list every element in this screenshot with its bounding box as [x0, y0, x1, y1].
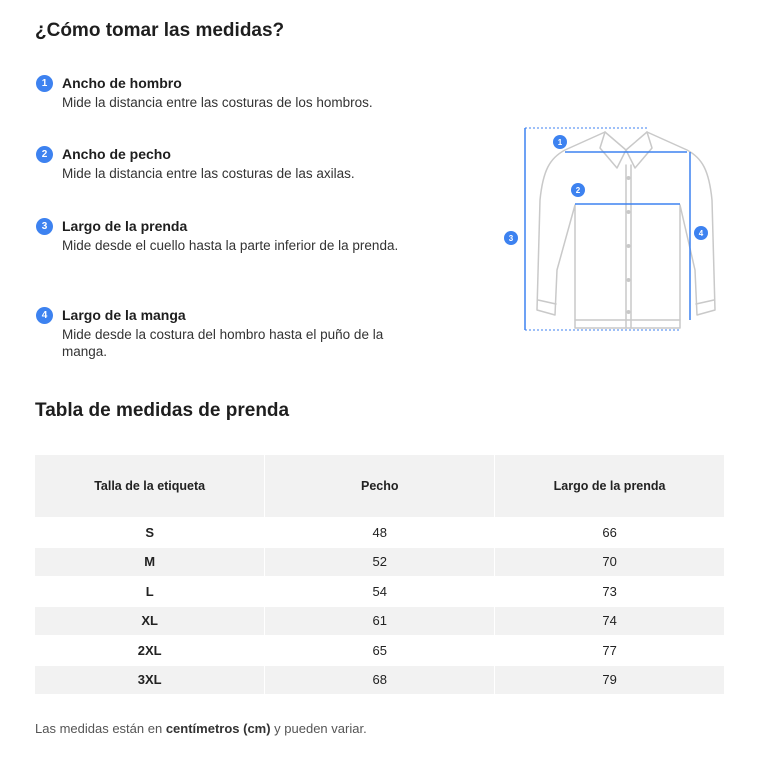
size-cell: 3XL: [35, 665, 265, 695]
step-number-badge: 3: [36, 218, 53, 235]
table-title: Tabla de medidas de prenda: [35, 400, 290, 421]
step-number-badge: 2: [36, 146, 53, 163]
note-text-end: y pueden variar.: [270, 721, 367, 736]
chest-cell: 52: [265, 547, 495, 577]
shirt-measurement-diagram: [495, 120, 725, 340]
step-description: Mide la distancia entre las costuras de las axilas.: [62, 166, 355, 181]
length-cell: 66: [495, 518, 725, 548]
step-description: Mide desde la costura del hombro hasta el puño de la manga.: [62, 327, 384, 359]
header-chest: Pecho: [265, 455, 495, 518]
step-number-badge: 4: [36, 307, 53, 324]
shirt-buttons: [627, 176, 631, 314]
header-size-label: Talla de la etiqueta: [35, 455, 265, 518]
size-cell: S: [35, 518, 265, 548]
chest-cell: 48: [265, 518, 495, 548]
length-cell: 79: [495, 665, 725, 695]
marker-label: 4: [698, 229, 704, 238]
table-header-row: [35, 455, 725, 518]
table-row: [35, 518, 725, 548]
measurement-lines: [525, 128, 690, 330]
table-row: [35, 547, 725, 577]
note-text: Las medidas están en: [35, 721, 166, 736]
step-title: Largo de la manga: [62, 307, 186, 323]
measurement-guides: [525, 128, 680, 330]
table-row: [35, 636, 725, 666]
step-garment-length: [36, 217, 436, 254]
units-note: [35, 721, 367, 736]
table-row: [35, 577, 725, 607]
step-title: Ancho de hombro: [62, 75, 182, 91]
size-cell: M: [35, 547, 265, 577]
table-row: [35, 606, 725, 636]
step-sleeve-length: [36, 306, 436, 360]
size-cell: XL: [35, 606, 265, 636]
size-cell: 2XL: [35, 636, 265, 666]
step-number-badge: 1: [36, 75, 53, 92]
size-cell: L: [35, 577, 265, 607]
page-title: ¿Cómo tomar las medidas?: [35, 20, 285, 41]
marker-label: 3: [508, 234, 514, 243]
step-title: Largo de la prenda: [62, 218, 188, 234]
chest-cell: 61: [265, 606, 495, 636]
length-cell: 70: [495, 547, 725, 577]
length-cell: 73: [495, 577, 725, 607]
shirt-icon: [537, 132, 715, 328]
step-description: Mide la distancia entre las costuras de los hombros.: [62, 95, 373, 110]
marker-label: 1: [557, 138, 563, 147]
length-cell: 77: [495, 636, 725, 666]
chest-cell: 65: [265, 636, 495, 666]
step-title: Ancho de pecho: [62, 146, 171, 162]
step-description: Mide desde el cuello hasta la parte inferior de la prenda.: [62, 238, 399, 253]
marker-label: 2: [575, 186, 581, 195]
header-length: Largo de la prenda: [495, 455, 725, 518]
table-row: [35, 665, 725, 695]
note-units: centímetros (cm): [165, 721, 271, 736]
step-shoulder-width: [36, 74, 436, 111]
chest-cell: 54: [265, 577, 495, 607]
step-chest-width: [36, 145, 436, 182]
length-cell: 74: [495, 606, 725, 636]
size-table: [35, 455, 725, 695]
chest-cell: 68: [265, 665, 495, 695]
